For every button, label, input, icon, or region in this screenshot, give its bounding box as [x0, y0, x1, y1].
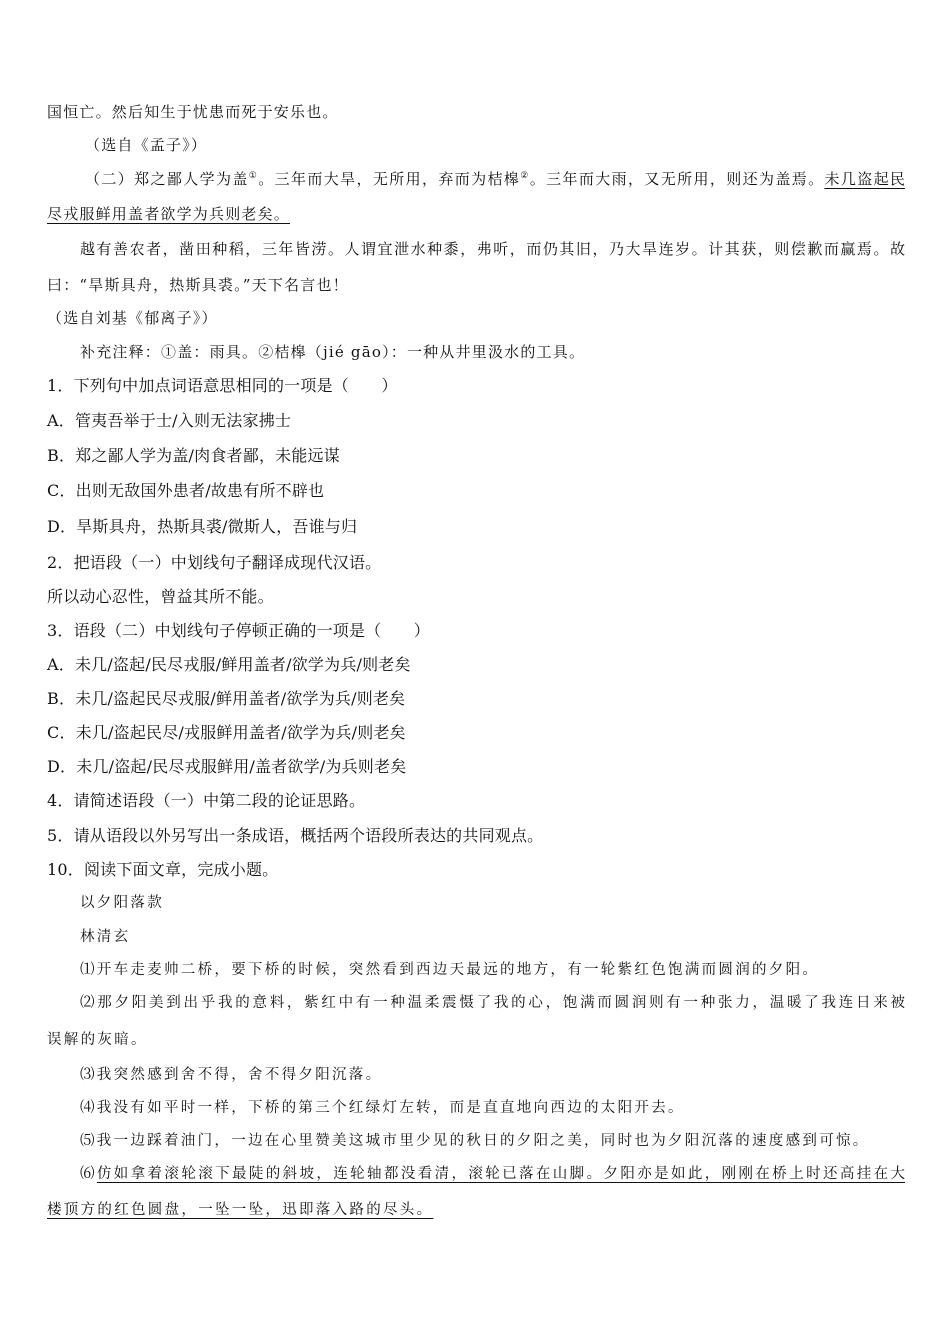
- para1-text-part1: （二）郑之鄙人学为盖: [85, 170, 249, 188]
- question-3-option-b: B．未几/盗起民尽戎服/鲜用盖者/欲学为兵/则老矣: [47, 689, 406, 708]
- question-5-stem: 5．请从语段以外另写出一条成语，概括两个语段所表达的共同观点。: [47, 826, 544, 845]
- article-title: 以夕阳落款: [80, 895, 164, 911]
- article-author: 林清玄: [80, 929, 131, 945]
- question-3-option-a: A．未几/盗起/民尽戎服/鲜用盖者/欲学为兵/则老矣: [47, 655, 411, 674]
- question-2-sentence: 所以动心忍性，曾益其所不能。: [47, 587, 274, 606]
- article-paragraph-2-line2: 误解的灰暗。: [47, 1032, 148, 1048]
- para1-text-part3: 。三年而大雨，又无所用，则还为盖焉。: [529, 170, 825, 188]
- article-paragraph-3: ⑶我突然感到舍不得，舍不得夕阳沉落。: [80, 1067, 383, 1083]
- footnote-mark-1: ①: [248, 171, 259, 181]
- question-1-option-d: D．旱斯具舟，热斯具裘/微斯人，吾谁与归: [47, 517, 358, 536]
- question-1-option-b: B．郑之鄙人学为盖/肉食者鄙，未能远谋: [47, 446, 340, 465]
- paragraph-6-marker: ⑹: [80, 1166, 97, 1182]
- passage-two-source: （选自刘基《郁离子》）: [47, 309, 218, 327]
- passage-two-para1-line1: [85, 168, 905, 190]
- underlined-sentence-start: 未几盗起民: [824, 170, 905, 188]
- para1-text-part2: 。三年而大旱，无所用，弃而为桔槔: [258, 170, 521, 188]
- article-paragraph-5: ⑸我一边踩着油门，一边在心里赞美这城市里少见的秋日的夕阳之美，同时也为夕阳沉落的速度感到可惊。: [80, 1133, 870, 1149]
- passage-two-para1-line2: [47, 203, 290, 225]
- question-3-option-d: D．未几/盗起/民尽戎服鲜用/盖者欲学/为兵则老矣: [47, 757, 407, 776]
- passage-two-para2-line2: 曰：“旱斯具舟，热斯具裘。”天下名言也！: [47, 276, 349, 294]
- supplementary-notes: 补充注释：①盖：雨具。②桔槔（jié gāo）：一种从井里汲水的工具。: [80, 343, 586, 361]
- article-paragraph-2-line1: ⑵那夕阳美到出乎我的意料，紫红中有一种温柔震慑了我的心，饱满而圆润则有一种张力，温暖了我连日来被: [80, 995, 905, 1011]
- article-paragraph-1: ⑴开车走麦帅二桥，要下桥的时候，突然看到西边天最远的地方，有一轮紫红色饱满而圆润的夕阳。: [80, 962, 820, 978]
- question-4-stem: 4．请简述语段（一）中第二段的论证思路。: [47, 791, 366, 810]
- passage-one-source: （选自《孟子》）: [85, 136, 208, 154]
- paragraph-6-underlined-start: 仿如拿着滚轮滚下最陡的斜坡，连轮轴都没看清，滚轮已落在山脚。夕阳亦是如此，刚刚在桥上时还高挂在大: [96, 1166, 905, 1182]
- question-1-stem: 1．下列句中加点词语意思相同的一项是（ ）: [47, 376, 398, 395]
- paragraph-6-underlined-end: 楼顶方的红色圆盘，一坠一坠，迅即落入路的尽头。: [47, 1202, 434, 1218]
- article-paragraph-6-line1: [80, 1163, 905, 1185]
- underlined-sentence-end: 尽戎服鲜用盖者欲学为兵则老矣。: [47, 205, 291, 223]
- reading-task-instruction: 10．阅读下面文章，完成小题。: [47, 860, 279, 879]
- question-3-stem: 3．语段（二）中划线句子停顿正确的一项是（ ）: [47, 621, 430, 640]
- question-1-option-c: C．出则无敌国外患者/故患有所不辟也: [47, 481, 325, 500]
- article-paragraph-4: ⑷我没有如平时一样，下桥的第三个红绿灯左转，而是直直地向西边的太阳开去。: [80, 1100, 685, 1116]
- passage-two-para2-line1: 越有善农者，凿田种稻，三年皆涝。人谓宜泄水种黍，弗听，而仍其旧，乃大旱连岁。计其获，则偿歉而赢焉。故: [80, 240, 905, 258]
- question-1-option-a: A．管夷吾举于士/入则无法家拂士: [47, 411, 292, 430]
- question-3-option-c: C．未几/盗起民尽/戎服鲜用盖者/欲学为兵/则老矣: [47, 723, 406, 742]
- passage-one-closing-line: 国恒亡。然后知生于忧患而死于安乐也。: [47, 103, 339, 121]
- article-paragraph-6-line2: [47, 1199, 433, 1221]
- footnote-mark-2: ②: [520, 171, 530, 181]
- question-2-stem: 2．把语段（一）中划线句子翻译成现代汉语。: [47, 553, 382, 572]
